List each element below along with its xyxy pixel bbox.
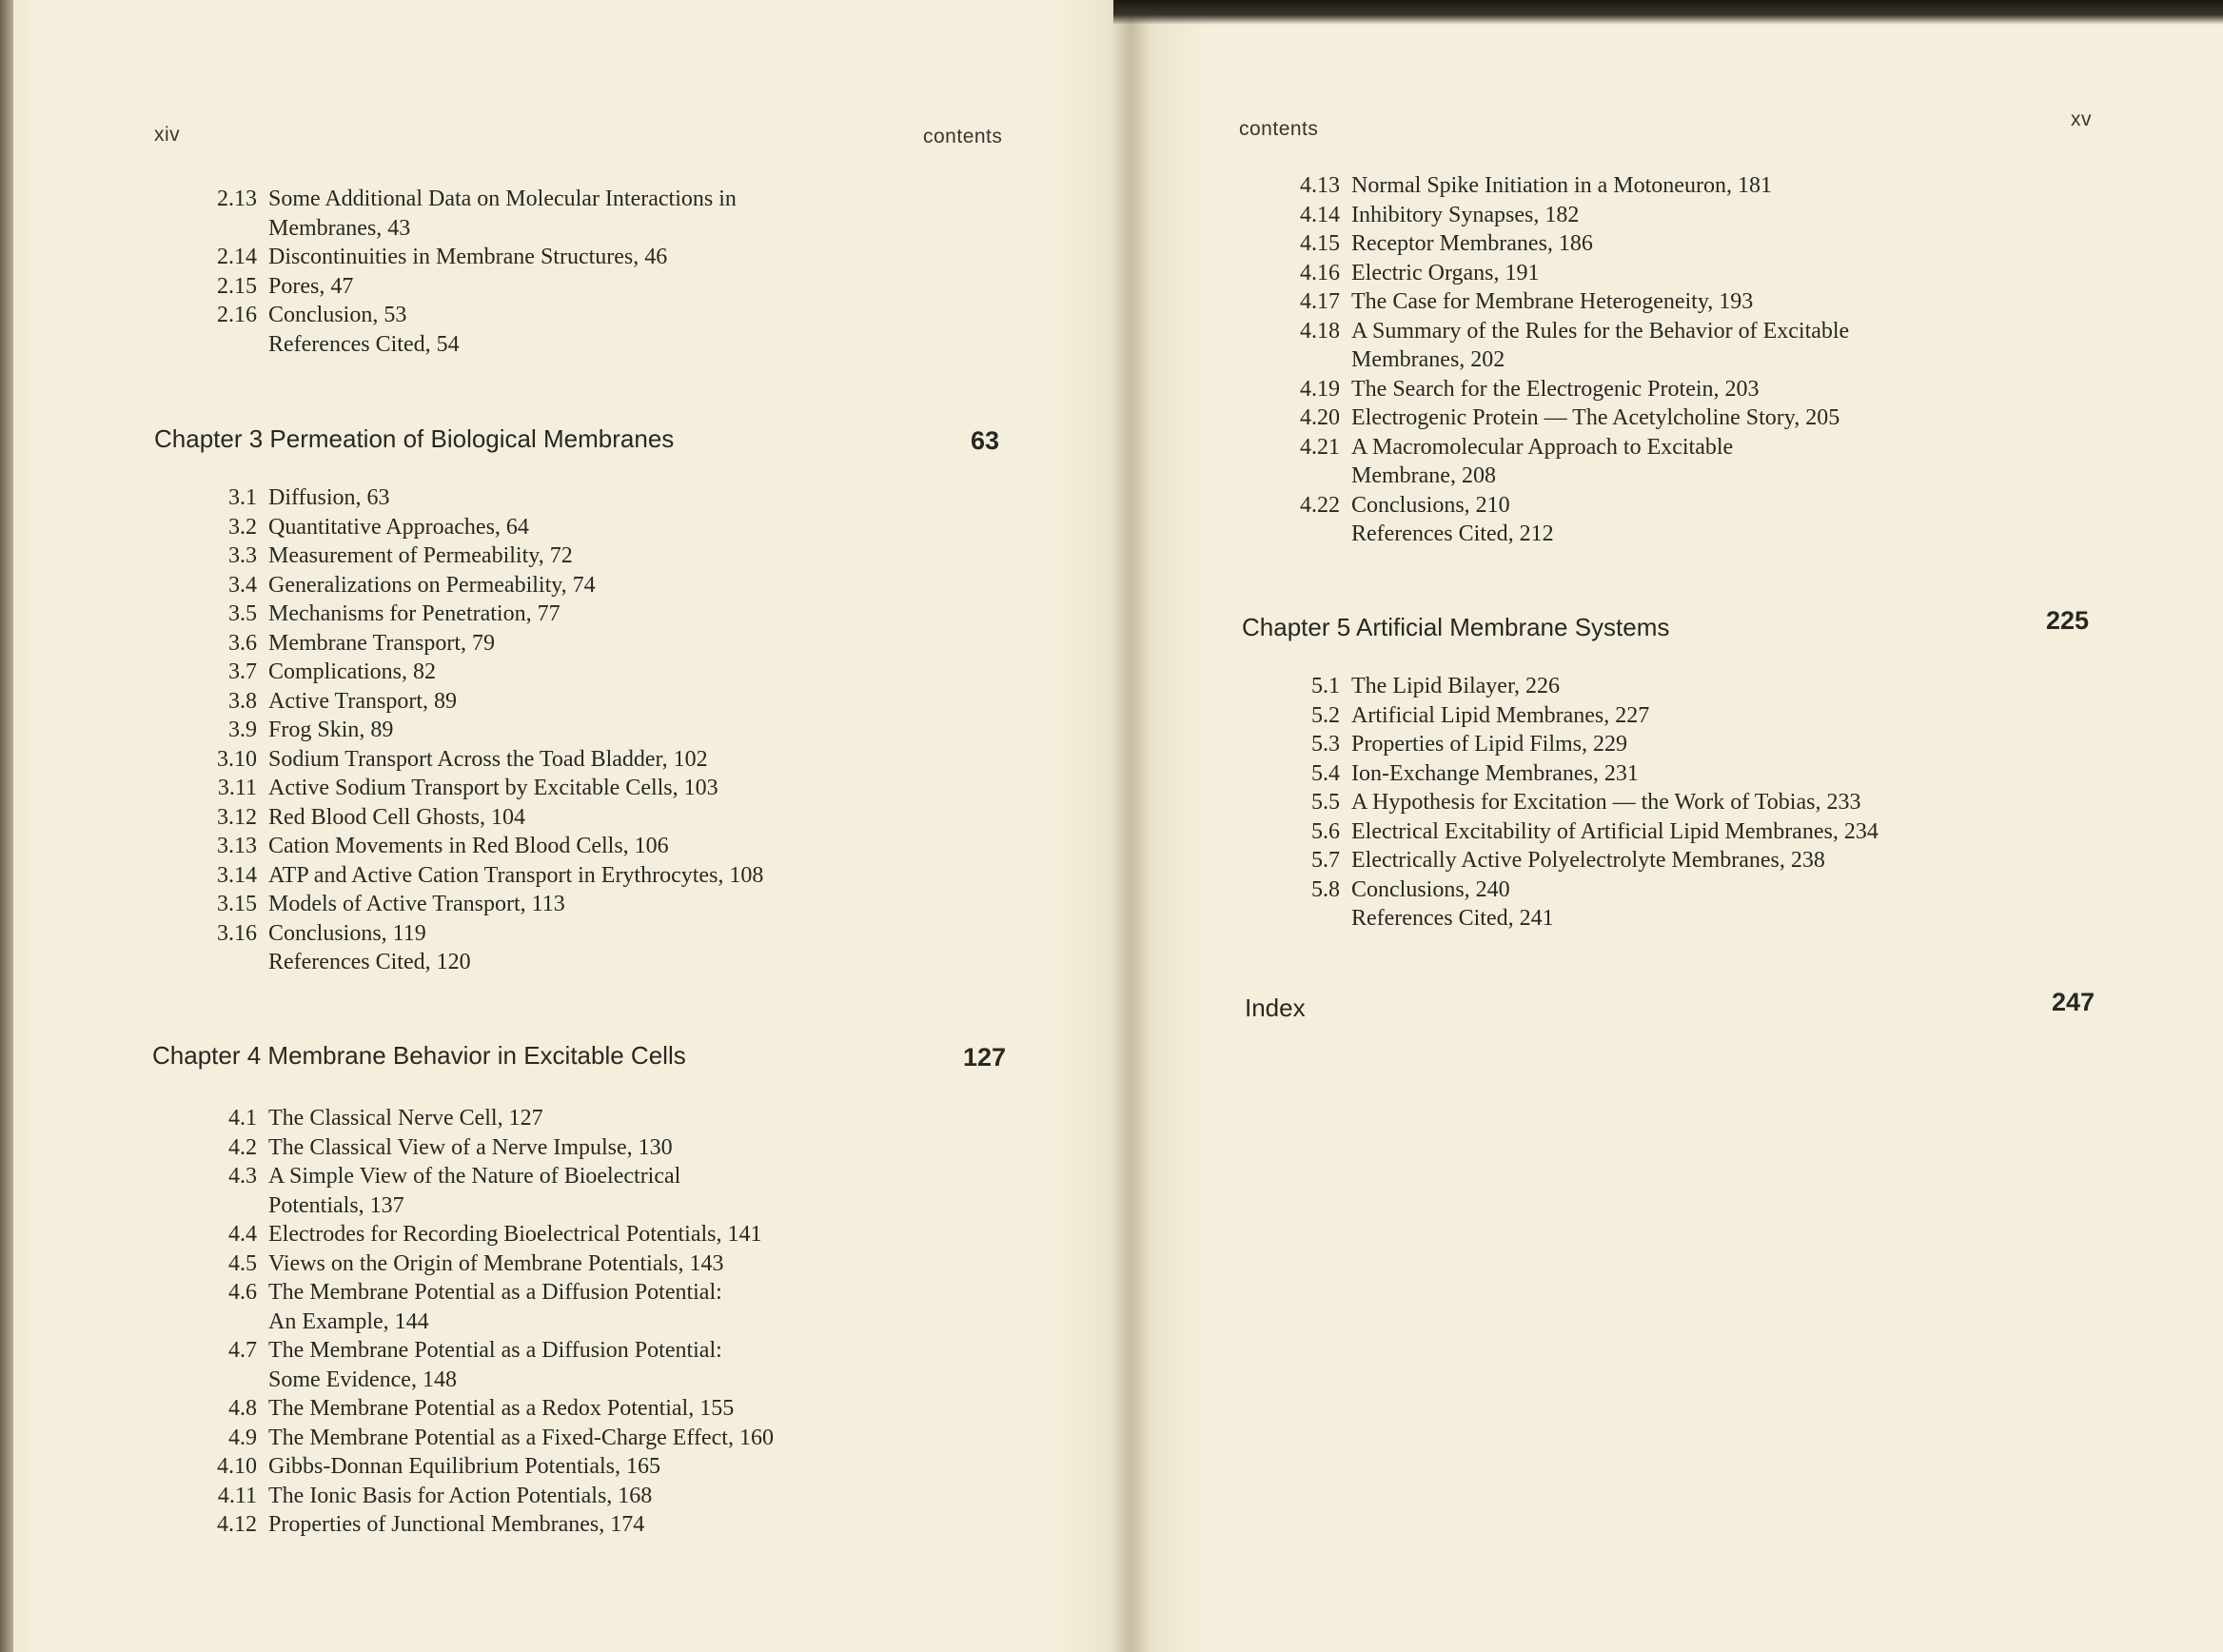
section-number: 5.5 [1311,790,1340,815]
section-title-line: Membranes, 202 [1351,347,1505,372]
toc-entry [207,832,874,861]
section-title-line: Some Additional Data on Molecular Interactions in [268,187,737,211]
section-title-line: Normal Spike Initiation in a Motoneuron, 181 [1351,173,1772,198]
section-number: 2.14 [217,245,257,269]
section-title-line: Some Evidence, 148 [268,1367,457,1392]
section-title [257,890,874,919]
section-number: 4.13 [1300,173,1340,198]
section-title-line: The Membrane Potential as a Diffusion Potential: [268,1338,722,1363]
toc-entry [207,185,874,243]
section-title-line: Ion-Exchange Membranes, 231 [1351,760,1639,786]
toc-entry [207,1133,874,1163]
section-title [257,629,874,659]
section-title-line: Electrogenic Protein — The Acetylcholine Story, 205 [1351,405,1840,430]
section-title [257,1394,874,1424]
section-number: 5.1 [1311,674,1340,698]
section-number: 4.3 [228,1164,257,1189]
section-title-line: The Membrane Potential as a Fixed-Charge Effect, 160 [268,1425,774,1450]
section-title [257,1452,874,1482]
section-title [1340,259,1976,288]
toc-entry [1290,817,1976,847]
toc-list-chapter3 [207,483,874,977]
section-title-line: The Search for the Electrogenic Protein, 203 [1351,376,1760,402]
toc-entry [207,600,874,629]
toc-entry [207,1482,874,1511]
section-title [1340,201,1976,230]
section-title [1340,904,1976,934]
section-number: 5.4 [1311,760,1340,786]
section-title-line: Membranes, 43 [268,215,411,241]
section-number: 3.7 [228,659,257,684]
section-title-line: Membrane Transport, 79 [268,630,495,656]
section-title-line: Membrane, 208 [1351,463,1496,488]
section-title [257,541,874,571]
toc-entry [207,774,874,803]
section-number: 4.22 [1300,492,1340,518]
section-title-line: ATP and Active Cation Transport in Erythrocytes, 108 [268,862,764,888]
running-head-right: contents [1239,118,1319,140]
section-title [257,1482,874,1511]
section-number: 3.15 [217,892,257,916]
toc-entry [207,629,874,659]
toc-entry [207,272,874,302]
toc-list-chapter2-end [207,185,874,359]
section-title-line: References Cited, 212 [1351,521,1554,546]
section-number: 3.5 [228,601,257,626]
section-title-line: A Macromolecular Approach to Excitable [1351,434,1734,460]
toc-entry [207,861,874,891]
section-number: 4.17 [1300,289,1340,314]
section-title-line: Models of Active Transport, 113 [268,892,565,916]
section-title [1340,287,1976,317]
section-title [1340,788,1976,817]
toc-entry [1290,491,1976,521]
section-title [1340,730,1976,759]
toc-entry [1290,520,1976,549]
section-number: 4.12 [217,1512,257,1537]
section-title [257,1220,874,1249]
toc-list-chapter4-cont [1290,171,1976,549]
toc-entry [1290,875,1976,905]
toc-entry [1290,759,1976,789]
toc-entry [207,301,874,330]
section-title-line: Electrodes for Recording Bioelectrical Potentials, 141 [268,1222,762,1247]
section-title [1340,317,1976,375]
section-title [1340,817,1976,847]
section-title [1340,875,1976,905]
toc-entry [1290,672,1976,701]
section-number: 5.6 [1311,818,1340,844]
toc-entry [1290,433,1976,491]
section-title-line: The Classical View of a Nerve Impulse, 130 [268,1134,673,1160]
toc-entry [207,1249,874,1279]
section-number: 4.4 [228,1222,257,1247]
section-number: 3.11 [217,776,257,800]
section-title-line: The Case for Membrane Heterogeneity, 193 [1351,289,1754,314]
section-number: 4.15 [1300,231,1340,256]
section-number: 3.16 [217,920,257,946]
section-number: 3.10 [217,746,257,772]
section-title [1340,403,1976,433]
section-title [257,832,874,861]
right-page [1131,0,2223,1652]
section-number: 2.15 [217,273,257,299]
section-number: 5.8 [1311,876,1340,902]
section-title-line: Complications, 82 [268,659,436,684]
section-title [257,272,874,302]
page-edge [0,0,13,1652]
section-title-line: A Simple View of the Nature of Bioelectrical [268,1164,681,1189]
section-number: 4.2 [228,1134,257,1160]
toc-entry [1290,201,1976,230]
section-title-line: The Lipid Bilayer, 226 [1351,674,1560,698]
section-title-line: Conclusions, 240 [1351,876,1510,902]
section-title-line: Artificial Lipid Membranes, 227 [1351,702,1650,728]
toc-entry [207,1510,874,1540]
section-title [257,716,874,745]
section-number [1290,904,1340,934]
section-title [257,774,874,803]
toc-entry [207,890,874,919]
section-number: 3.6 [228,630,257,656]
toc-entry [207,1452,874,1482]
book-gutter [1112,0,1150,1652]
section-title-line: Pores, 47 [268,273,354,299]
section-title-line: Frog Skin, 89 [268,718,394,742]
section-number: 3.2 [228,514,257,540]
section-title-line: Electric Organs, 191 [1351,260,1540,285]
section-number [207,948,257,977]
section-number: 4.6 [228,1280,257,1305]
toc-entry [1290,730,1976,759]
toc-entry [207,658,874,687]
section-number: 3.14 [217,862,257,888]
chapter-3-heading: Chapter 3 Permeation of Biological Membranes [154,424,675,453]
toc-entry [1290,701,1976,731]
section-title-line: An Example, 144 [268,1308,429,1334]
section-title [257,1278,874,1336]
section-title-line: Inhibitory Synapses, 182 [1351,202,1580,227]
section-title [257,513,874,542]
toc-entry [207,571,874,600]
chapter-4-heading: Chapter 4 Membrane Behavior in Excitable Cells [152,1041,686,1070]
section-number: 4.20 [1300,405,1340,430]
section-title [1340,375,1976,404]
section-title-line: Generalizations on Permeability, 74 [268,572,596,598]
section-title-line: Properties of Junctional Membranes, 174 [268,1512,645,1537]
toc-entry [207,745,874,775]
section-title-line: A Hypothesis for Excitation — the Work of Tobias, 233 [1351,790,1861,815]
section-title-line: Quantitative Approaches, 64 [268,514,529,540]
section-title [257,571,874,600]
section-title [1340,171,1976,201]
section-title-line: The Membrane Potential as a Redox Potential, 155 [268,1396,735,1421]
section-title-line: Views on the Origin of Membrane Potentials, 143 [268,1250,724,1276]
toc-entry [1290,317,1976,375]
section-title-line: Conclusions, 119 [268,920,426,946]
chapter-5-page: 225 [2046,606,2090,635]
toc-entry [207,716,874,745]
section-title [257,745,874,775]
section-title [257,301,874,330]
section-number: 4.21 [1300,434,1340,460]
section-title-line: Diffusion, 63 [268,485,390,510]
section-number [207,330,257,360]
section-number: 5.2 [1311,702,1340,728]
page-top-shadow [1113,0,2223,25]
section-title [257,1162,874,1220]
toc-entry [207,1278,874,1336]
chapter-4-page: 127 [963,1043,1007,1072]
section-title-line: Conclusion, 53 [268,303,407,327]
section-title-line: Potentials, 137 [268,1192,404,1218]
section-number: 4.8 [228,1396,257,1421]
section-title-line: Mechanisms for Penetration, 77 [268,601,561,626]
section-title [257,330,874,360]
toc-entry [207,687,874,717]
section-number: 4.11 [217,1483,257,1508]
section-title [1340,433,1976,491]
section-title-line: Active Sodium Transport by Excitable Cells, 103 [268,776,718,800]
section-number: 3.1 [228,485,257,510]
section-title-line: References Cited, 54 [268,331,460,357]
section-number: 3.13 [217,834,257,858]
section-title [1340,672,1976,701]
toc-entry [207,541,874,571]
toc-entry [207,919,874,949]
section-number: 4.14 [1300,202,1340,227]
index-heading: Index [1245,993,1306,1022]
toc-entry [207,513,874,542]
section-number: 4.9 [228,1425,257,1450]
section-number: 3.4 [228,572,257,598]
section-title-line: Red Blood Cell Ghosts, 104 [268,804,526,830]
section-title [257,803,874,833]
section-title [257,861,874,891]
section-title-line: Conclusions, 210 [1351,492,1510,518]
section-title-line: Discontinuities in Membrane Structures, 46 [268,245,668,269]
section-number: 3.12 [217,804,257,830]
section-title [257,919,874,949]
section-title-line: The Classical Nerve Cell, 127 [268,1106,543,1131]
section-title-line: Sodium Transport Across the Toad Bladder, 102 [268,746,708,772]
section-number: 5.3 [1311,732,1340,757]
section-number: 4.10 [217,1454,257,1479]
section-number: 4.18 [1300,318,1340,344]
toc-entry [207,483,874,513]
toc-entry [1290,259,1976,288]
toc-entry [1290,403,1976,433]
section-title-line: Electrical Excitability of Artificial Lipid Membranes, 234 [1351,818,1879,844]
toc-entry [1290,375,1976,404]
section-title [257,483,874,513]
section-number: 3.3 [228,543,257,568]
toc-entry [1290,229,1976,259]
section-title-line: A Summary of the Rules for the Behavior of Excitable [1351,318,1850,344]
section-title-line: Electrically Active Polyelectrolyte Membranes, 238 [1351,848,1825,873]
section-title [1340,520,1976,549]
toc-entry [1290,287,1976,317]
toc-entry [207,948,874,977]
section-title-line: The Ionic Basis for Action Potentials, 168 [268,1483,653,1508]
section-title [257,600,874,629]
toc-list-chapter5 [1290,672,1976,934]
toc-entry [207,803,874,833]
section-title-line: Receptor Membranes, 186 [1351,231,1593,256]
section-title-line: Cation Movements in Red Blood Cells, 106 [268,834,669,858]
section-title [257,658,874,687]
section-number: 2.16 [217,303,257,327]
section-title [1340,759,1976,789]
section-number: 4.5 [228,1250,257,1276]
toc-entry [207,1220,874,1249]
section-number: 4.1 [228,1106,257,1131]
toc-entry [207,1162,874,1220]
page-number-left: xiv [154,124,181,146]
section-title [257,1249,874,1279]
section-title [257,1424,874,1453]
page-number-right: xv [2071,108,2092,130]
section-title-line: Measurement of Permeability, 72 [268,543,573,568]
section-number [1290,520,1340,549]
section-title [257,1510,874,1540]
section-title [257,185,874,243]
toc-entry [207,330,874,360]
section-title-line: Gibbs-Donnan Equilibrium Potentials, 165 [268,1454,660,1479]
section-number: 2.13 [217,187,257,211]
section-title-line: The Membrane Potential as a Diffusion Potential: [268,1280,722,1305]
section-title-line: References Cited, 120 [268,950,471,974]
toc-entry [207,243,874,272]
toc-entry [1290,171,1976,201]
toc-entry [207,1104,874,1133]
toc-entry [1290,846,1976,875]
toc-list-chapter4 [207,1104,874,1540]
chapter-3-page: 63 [971,426,1000,455]
section-title [257,687,874,717]
section-number: 4.19 [1300,376,1340,402]
toc-entry [207,1394,874,1424]
toc-entry [1290,904,1976,934]
toc-entry [207,1336,874,1394]
section-title-line: References Cited, 241 [1351,906,1554,931]
section-title [257,948,874,977]
section-title [1340,846,1976,875]
toc-entry [207,1424,874,1453]
section-title [1340,491,1976,521]
section-number: 4.16 [1300,260,1340,285]
chapter-5-heading: Chapter 5 Artificial Membrane Systems [1242,613,1670,641]
section-number: 4.7 [228,1338,257,1363]
section-title-line: Active Transport, 89 [268,688,457,714]
section-title-line: Properties of Lipid Films, 229 [1351,732,1627,757]
section-number: 3.9 [228,718,257,742]
running-head-left: contents [923,126,1003,148]
section-title [257,1336,874,1394]
section-title [257,1104,874,1133]
toc-entry [1290,788,1976,817]
section-title [257,1133,874,1163]
section-title [1340,701,1976,731]
section-number: 3.8 [228,688,257,714]
section-number: 5.7 [1311,848,1340,873]
section-title [1340,229,1976,259]
index-page: 247 [2052,988,2095,1016]
section-title [257,243,874,272]
